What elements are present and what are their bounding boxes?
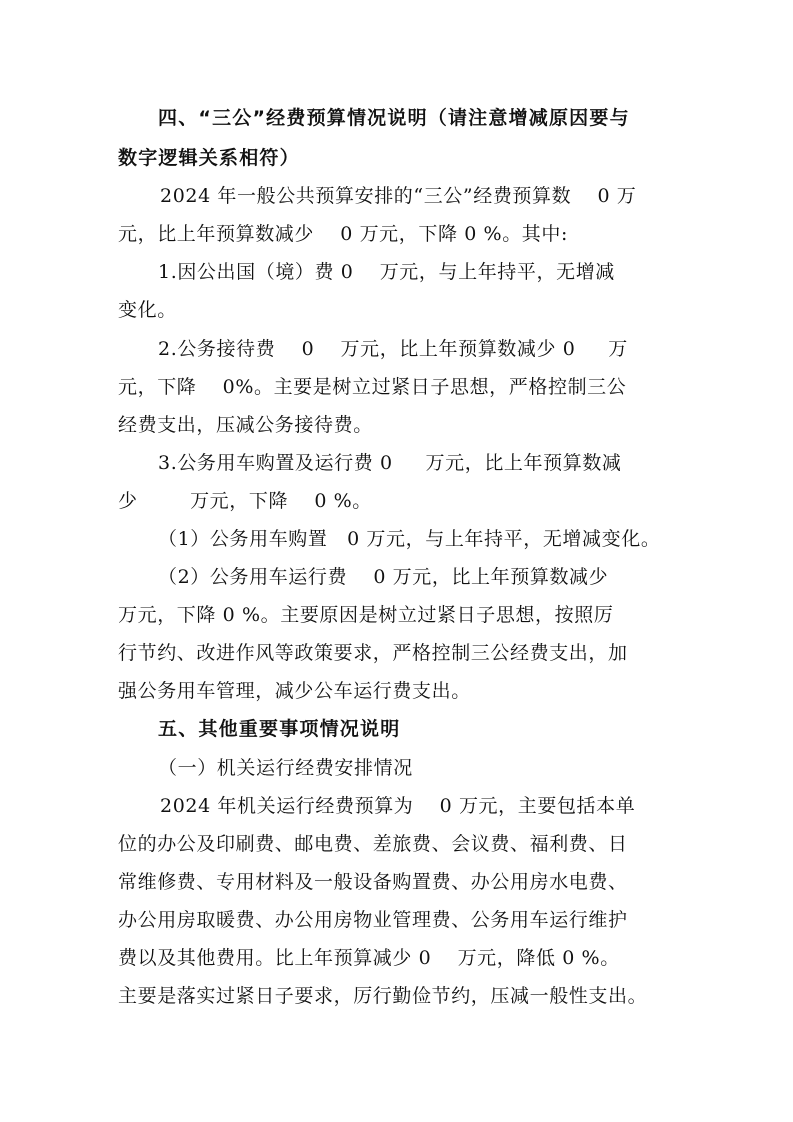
paragraph-line: 位的办公及印刷费、邮电费、差旅费、会议费、福利费、日 <box>118 833 628 855</box>
paragraph-line: 元，下降 0%。主要是树立过紧日子思想，严格控制三公 <box>118 376 627 398</box>
paragraph-line: 2024 年机关运行经费预算为 0 万元，主要包括本单 <box>160 795 636 817</box>
list-item-1: 1.因公出国（境）费 0 万元，与上年持平，无增减 <box>158 261 615 283</box>
paragraph-line: 行节约、改进作风等政策要求，严格控制三公经费支出，加 <box>118 642 628 664</box>
sub-item-2: （2）公务用车运行费 0 万元，比上年预算数减少 <box>158 566 609 588</box>
section-heading-four-line1: 四、“三公”经费预算情况说明（请注意增减原因要与 <box>158 107 630 129</box>
paragraph-line: 万元，下降 0 %。主要原因是树立过紧日子思想，按照厉 <box>118 604 614 626</box>
paragraph-line: 少 万元，下降 0 %。 <box>118 490 372 512</box>
paragraph-line: 经费支出，压减公务接待费。 <box>118 414 373 436</box>
paragraph-line: 费以及其他费用。比上年预算减少 0 万元，降低 0 %。 <box>118 947 620 969</box>
section-heading-five: 五、其他重要事项情况说明 <box>158 718 401 740</box>
paragraph-line: 变化。 <box>118 299 177 321</box>
paragraph-line: 元，比上年预算数减少 0 万元，下降 0 %。其中: <box>118 223 568 245</box>
paragraph-line: 办公用房取暖费、办公用房物业管理费、公务用车运行维护 <box>118 909 628 931</box>
list-item-3: 3.公务用车购置及运行费 0 万元，比上年预算数减 <box>158 452 622 474</box>
paragraph-line: 强公务用车管理，减少公车运行费支出。 <box>118 680 471 702</box>
section-heading-four-line2: 数字逻辑关系相符） <box>118 147 300 169</box>
list-item-2: 2.公务接待费 0 万元，比上年预算数减少 0 万 <box>158 338 628 360</box>
paragraph-line: 常维修费、专用材料及一般设备购置费、办公用房水电费、 <box>118 871 628 893</box>
paragraph-line: 2024 年一般公共预算安排的“三公”经费预算数 0 万 <box>160 185 637 207</box>
sub-item-1: （1）公务用车购置 0 万元，与上年持平，无增减变化。 <box>158 528 661 550</box>
paragraph-line: 主要是落实过紧日子要求，厉行勤俭节约，压减一般性支出。 <box>118 985 648 1007</box>
subsection-heading: （一）机关运行经费安排情况 <box>158 757 413 779</box>
